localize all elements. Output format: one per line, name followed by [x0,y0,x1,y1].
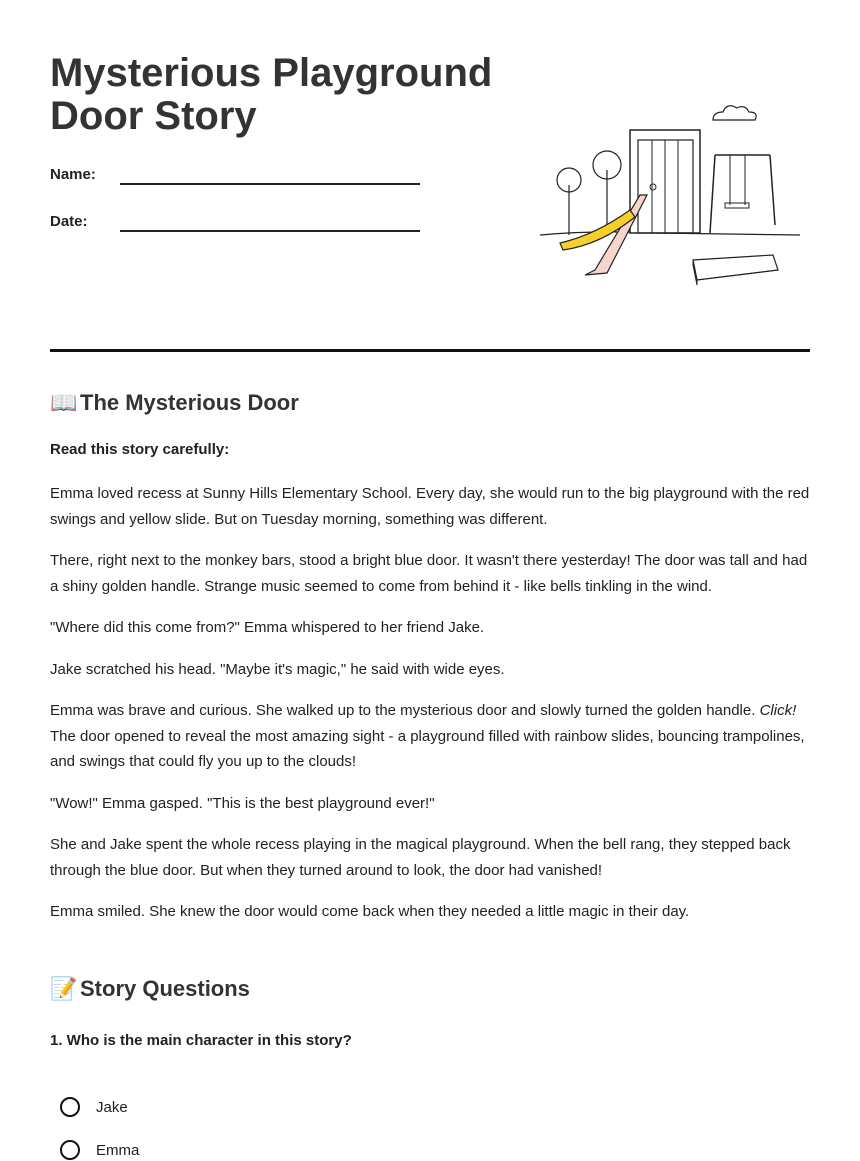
story-paragraph: Emma smiled. She knew the door would come back when they needed a little magic in their day. [50,903,690,920]
option-jake[interactable] [60,1097,128,1117]
option-label: Emma [96,1141,140,1159]
name-line[interactable] [120,183,420,185]
date-field[interactable] [50,213,120,230]
story-text [50,481,810,941]
section-heading-mysterious-door: 📖 The Mysterious Door [50,390,299,415]
name-label: Name: [50,166,96,183]
memo-pencil-icon: 📝 [50,976,78,1001]
click-sound: Click! [759,702,797,719]
radio-button[interactable] [60,1140,80,1160]
story-paragraph: There, right next to the monkey bars, stood a bright blue door. It wasn't there yesterday! The door was tall and had a shiny golden handle. Strange music seemed to come from behind it - like bells tinkling in the wind. [50,552,808,595]
option-emma[interactable] [60,1140,139,1160]
story-paragraph: "Where did this come from?" Emma whispered to her friend Jake. [50,619,485,636]
story-paragraph: She and Jake spent the whole recess playing in the magical playground. When the bell rang, they stepped back through the blue door. But when they turned around to look, the door had vanished! [50,836,791,879]
page-title: Mysterious Playground Door Story [50,51,493,138]
question-1: 1. Who is the main character in this story? [50,1032,352,1049]
date-label: Date: [50,213,88,230]
name-field[interactable] [50,166,120,183]
section-heading-story-questions: 📝 Story Questions [50,976,250,1001]
story-paragraph: Jake scratched his head. "Maybe it's magic," he said with wide eyes. [50,660,505,678]
header-divider [50,349,810,352]
playground-illustration [535,95,810,295]
date-line[interactable] [120,230,420,232]
story-paragraph: Emma loved recess at Sunny Hills Elementary School. Every day, she would run to the big playground with the red swings and yellow slide. But on Tuesday morning, something was different. [50,485,810,528]
story-intro: Read this story carefully: [50,441,230,458]
story-paragraph: "Wow!" Emma gasped. "This is the best playground ever!" [50,794,435,812]
story-paragraph: Emma was brave and curious. She walked up to the mysterious door and slowly turned the golden handle. Click! The door opened to reveal the most amazing sight - a playground filled with rainbow slides, bouncing trampolines, and swings that could fly you up to the clouds! [50,702,805,770]
option-label: Jake [96,1098,128,1116]
radio-button[interactable] [60,1097,80,1117]
open-book-icon: 📖 [50,390,78,415]
